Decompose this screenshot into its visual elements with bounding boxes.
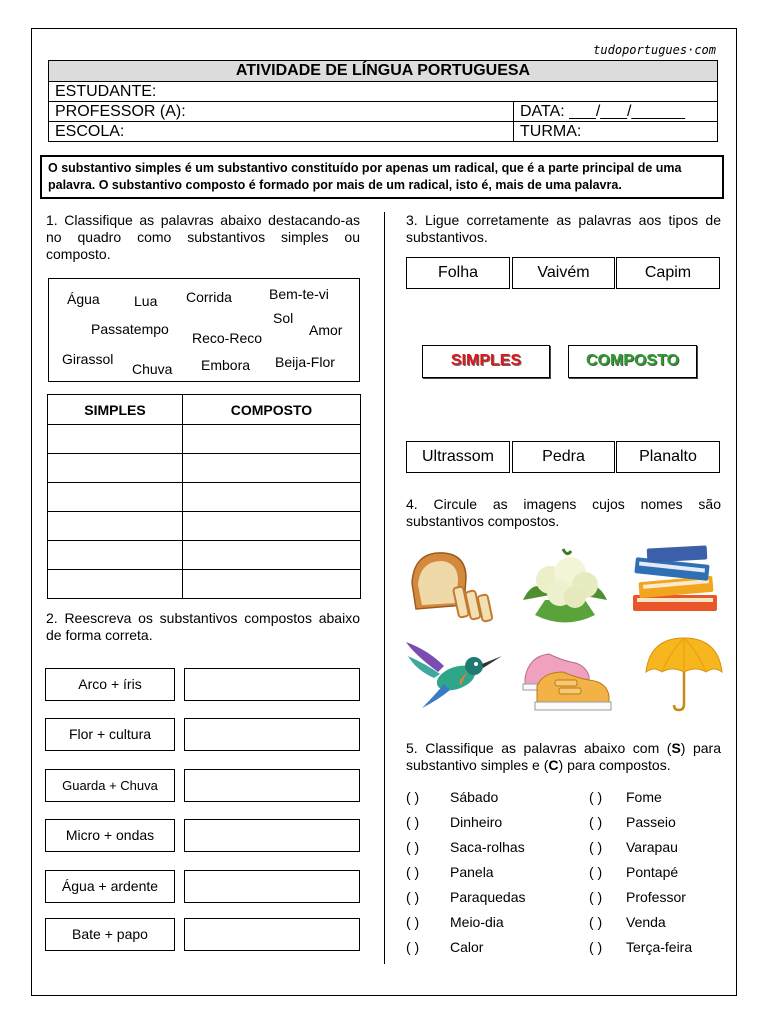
- answer-blank[interactable]: ( ): [589, 789, 603, 805]
- answer-blank[interactable]: ( ): [406, 789, 420, 805]
- books-image[interactable]: [627, 543, 727, 623]
- sneakers-image[interactable]: [515, 636, 615, 716]
- s-letter: S: [671, 740, 681, 756]
- answer-blank[interactable]: ( ): [589, 914, 603, 930]
- word-lua: Lua: [134, 293, 158, 309]
- answer-cell[interactable]: [182, 541, 360, 570]
- q5-text: 5. Classifique as palavras abaixo com (S) para substantivo simples e (C) para compostos.: [406, 740, 721, 773]
- answer-cell[interactable]: [48, 512, 183, 541]
- answer-blank[interactable]: ( ): [406, 889, 420, 905]
- list-item: ( ) Varapau: [589, 835, 692, 860]
- pair-word: Guarda + Chuva: [45, 769, 175, 802]
- pair-row: [45, 668, 361, 701]
- answer-cell[interactable]: [48, 425, 183, 454]
- school-field[interactable]: ESCOLA:: [55, 123, 125, 140]
- c-letter: C: [548, 757, 559, 773]
- answer-blank[interactable]: ( ): [589, 939, 603, 955]
- pair-row: [45, 769, 361, 802]
- list-item: ( ) Pontapé: [589, 860, 692, 885]
- list-item: ( ) Panela: [406, 860, 526, 885]
- q4-text: 4. Circule as imagens cujos nomes são substantivos compostos.: [406, 496, 721, 529]
- column-divider: [384, 212, 385, 964]
- word-box-vaivem[interactable]: Vaivém: [512, 257, 615, 289]
- word-embora: Embora: [201, 357, 251, 373]
- pair-word: Arco + íris: [45, 668, 175, 701]
- answer-blank[interactable]: ( ): [406, 914, 420, 930]
- table-row: [48, 483, 361, 512]
- class-field[interactable]: TURMA:: [513, 122, 717, 141]
- list-item: ( ) Terça-feira: [589, 935, 692, 960]
- bread-image[interactable]: [404, 543, 504, 623]
- word-girassol: Girassol: [62, 351, 114, 367]
- pair-word: Água + ardente: [45, 870, 175, 903]
- answer-cell[interactable]: [182, 512, 360, 541]
- student-field[interactable]: ESTUDANTE:: [55, 83, 157, 100]
- answer-blank[interactable]: ( ): [406, 839, 420, 855]
- table-row: [48, 454, 361, 483]
- pair-row: [45, 819, 361, 852]
- list-item: ( ) Fome: [589, 785, 692, 810]
- answer-cell[interactable]: [182, 425, 360, 454]
- teacher-field[interactable]: PROFESSOR (A):: [55, 103, 186, 120]
- pair-word: Bate + papo: [45, 918, 175, 951]
- left-word-list: [406, 785, 526, 960]
- list-item: ( ) Sábado: [406, 785, 526, 810]
- answer-cell[interactable]: [182, 483, 360, 512]
- answer-blank[interactable]: ( ): [589, 864, 603, 880]
- table-row: [48, 425, 361, 454]
- worksheet-title: ATIVIDADE DE LÍNGUA PORTUGUESA: [49, 61, 717, 81]
- site-watermark: tudoportugues·com: [593, 43, 716, 57]
- table-row: [48, 570, 361, 599]
- answer-cell[interactable]: [48, 570, 183, 599]
- answer-cell[interactable]: [48, 483, 183, 512]
- answer-cell[interactable]: [182, 570, 360, 599]
- pair-word: Flor + cultura: [45, 718, 175, 751]
- table-row: [48, 512, 361, 541]
- answer-blank[interactable]: ( ): [406, 864, 420, 880]
- pair-word: Micro + ondas: [45, 819, 175, 852]
- word-chuva: Chuva: [132, 361, 173, 377]
- list-item: ( ) Saca-rolhas: [406, 835, 526, 860]
- word-box-folha[interactable]: Folha: [406, 257, 510, 289]
- list-item: ( ) Dinheiro: [406, 810, 526, 835]
- answer-cell[interactable]: [182, 454, 360, 483]
- pair-row: [45, 918, 361, 951]
- pair-row: [45, 870, 361, 903]
- word-box-planalto[interactable]: Planalto: [616, 441, 720, 473]
- type-composto-label: COMPOSTO: [585, 352, 680, 369]
- answer-blank[interactable]: ( ): [406, 814, 420, 830]
- word-sol: Sol: [273, 310, 294, 326]
- list-item: ( ) Venda: [589, 910, 692, 935]
- q1-text: 1. Classifique as palavras abaixo destacando-as no quadro como substantivos simples ou composto.: [46, 212, 360, 262]
- pair-answer-box[interactable]: [184, 870, 360, 903]
- pair-answer-box[interactable]: [184, 718, 360, 751]
- answer-cell[interactable]: [48, 541, 183, 570]
- answer-cell[interactable]: [48, 454, 183, 483]
- pair-answer-box[interactable]: [184, 819, 360, 852]
- date-field[interactable]: DATA: ___/___/______: [513, 102, 717, 121]
- pair-answer-box[interactable]: [184, 668, 360, 701]
- type-box-simples[interactable]: [422, 345, 550, 378]
- list-item: ( ) Meio-dia: [406, 910, 526, 935]
- answer-blank[interactable]: ( ): [589, 889, 603, 905]
- answer-blank[interactable]: ( ): [589, 814, 603, 830]
- header-simples: SIMPLES: [48, 395, 183, 425]
- word-beija-flor: Beija-Flor: [275, 354, 335, 370]
- word-agua: Água: [67, 291, 100, 307]
- word-box-capim[interactable]: Capim: [616, 257, 720, 289]
- answer-blank[interactable]: ( ): [406, 939, 420, 955]
- type-simples-label: SIMPLES: [450, 352, 522, 369]
- intro-text: O substantivo simples é um substantivo constituído por apenas um radical, que é a parte principal de uma palavra. O substantivo composto é formado por mais de um radical, isto é, mais de uma palavra.: [40, 155, 724, 199]
- pair-answer-box[interactable]: [184, 918, 360, 951]
- type-box-composto[interactable]: [568, 345, 697, 378]
- pair-answer-box[interactable]: [184, 769, 360, 802]
- word-passatempo: Passatempo: [91, 321, 169, 337]
- cauliflower-image[interactable]: [515, 545, 615, 625]
- list-item: ( ) Calor: [406, 935, 526, 960]
- q3-text: 3. Ligue corretamente as palavras aos tipos de substantivos.: [406, 212, 721, 245]
- table-row: [48, 541, 361, 570]
- list-item: ( ) Passeio: [589, 810, 692, 835]
- umbrella-image[interactable]: [630, 632, 730, 712]
- header-table: [48, 60, 718, 142]
- q2-text: 2. Reescreva os substantivos compostos abaixo de forma correta.: [46, 610, 360, 643]
- pair-row: [45, 718, 361, 751]
- word-box-pedra[interactable]: Pedra: [512, 441, 615, 473]
- header-composto: COMPOSTO: [182, 395, 360, 425]
- word-reco-reco: Reco-Reco: [192, 330, 263, 346]
- word-amor: Amor: [309, 322, 343, 338]
- list-item: ( ) Paraquedas: [406, 885, 526, 910]
- right-word-list: [589, 785, 692, 960]
- classification-table: [47, 394, 361, 599]
- answer-blank[interactable]: ( ): [589, 839, 603, 855]
- hummingbird-image[interactable]: [404, 634, 504, 714]
- word-corrida: Corrida: [186, 289, 232, 305]
- word-bem-te-vi: Bem-te-vi: [269, 286, 329, 302]
- list-item: ( ) Professor: [589, 885, 692, 910]
- word-box-ultrassom[interactable]: Ultrassom: [406, 441, 510, 473]
